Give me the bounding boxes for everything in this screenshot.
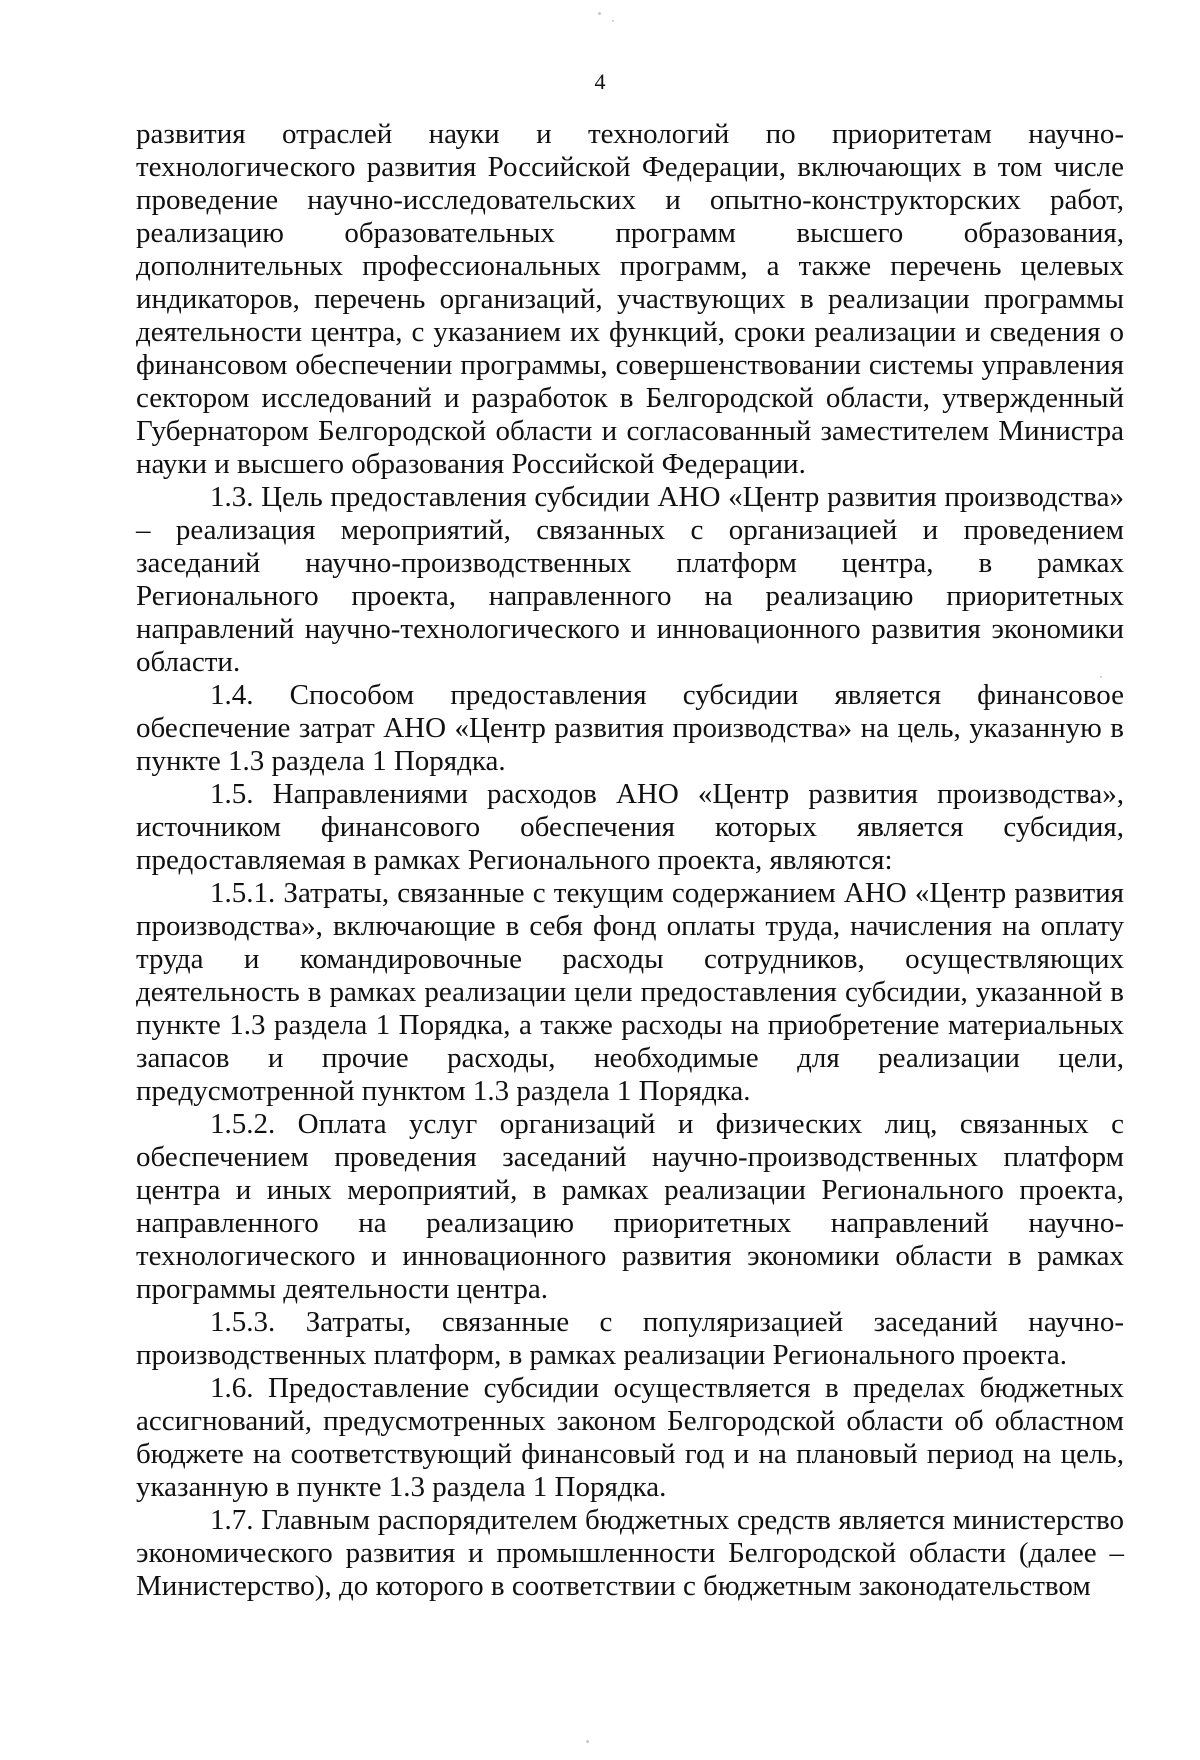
scan-speck (1100, 676, 1102, 678)
paragraph-1-3: 1.3. Цель предоставления субсидии АНО «Центр развития производства» – реализация мероприятий, связанных с организацией и проведением заседаний научно-производственных платформ центра, в рамках Регионального проекта, направленного на реализацию приоритетных направлений научно-технологического и инновационного развития экономики области. (136, 481, 1124, 678)
paragraph-continuation: развития отраслей науки и технологий по приоритетам научно-технологического развития Российской Федерации, включающих в том числе проведение научно-исследовательских и опытно-конструкторских работ, реализацию образовательных программ высшего образования, дополнительных профессиональных программ, а также перечень целевых индикаторов, перечень организаций, участвующих в реализации программы деятельности центра, с указанием их функций, сроки реализации и сведения о финансовом обеспечении программы, совершенствовании системы управления сектором исследований и разработок в Белгородской области, утвержденный Губернатором Белгородской области и согласованный заместителем Министра науки и высшего образования Российской Федерации. (136, 118, 1124, 480)
paragraph-1-5-1: 1.5.1. Затраты, связанные с текущим содержанием АНО «Центр развития производства», включающие в себя фонд оплаты труда, начисления на оплату труда и командировочные расходы сотрудников, осуществляющих деятельность в рамках реализации цели предоставления субсидии, указанной в пункте 1.3 раздела 1 Порядка, а также расходы на приобретение материальных запасов и прочие расходы, необходимые для реализации цели, предусмотренной пунктом 1.3 раздела 1 Порядка. (136, 877, 1124, 1107)
paragraph-1-7: 1.7. Главным распорядителем бюджетных средств является министерство экономического развития и промышленности Белгородской области (далее – Министерство), до которого в соответствии с бюджетным законодательством (136, 1504, 1124, 1602)
document-body (136, 118, 1124, 1603)
paragraph-1-5-3: 1.5.3. Затраты, связанные с популяризацией заседаний научно-производственных платформ, в рамках реализации Регионального проекта. (136, 1306, 1124, 1371)
scan-speck (586, 1740, 589, 1743)
paragraph-1-5-2: 1.5.2. Оплата услуг организаций и физических лиц, связанных с обеспечением проведения заседаний научно-производственных платформ центра и иных мероприятий, в рамках реализации Регионального проекта, направленного на реализацию приоритетных направлений научно-технологического и инновационного развития экономики области в рамках программы деятельности центра. (136, 1108, 1124, 1305)
scan-speck (612, 20, 614, 22)
paragraph-1-6: 1.6. Предоставление субсидии осуществляется в пределах бюджетных ассигнований, предусмотренных законом Белгородской области об областном бюджете на соответствующий финансовый год и на плановый период на цель, указанную в пункте 1.3 раздела 1 Порядка. (136, 1372, 1124, 1503)
paragraph-1-4: 1.4. Способом предоставления субсидии является финансовое обеспечение затрат АНО «Центр развития производства» на цель, указанную в пункте 1.3 раздела 1 Порядка. (136, 679, 1124, 777)
scan-speck (598, 12, 601, 15)
page-number: 4 (594, 69, 606, 94)
paragraph-1-5: 1.5. Направлениями расходов АНО «Центр развития производства», источником финансового обеспечения которых является субсидия, предоставляемая в рамках Регионального проекта, являются: (136, 778, 1124, 876)
